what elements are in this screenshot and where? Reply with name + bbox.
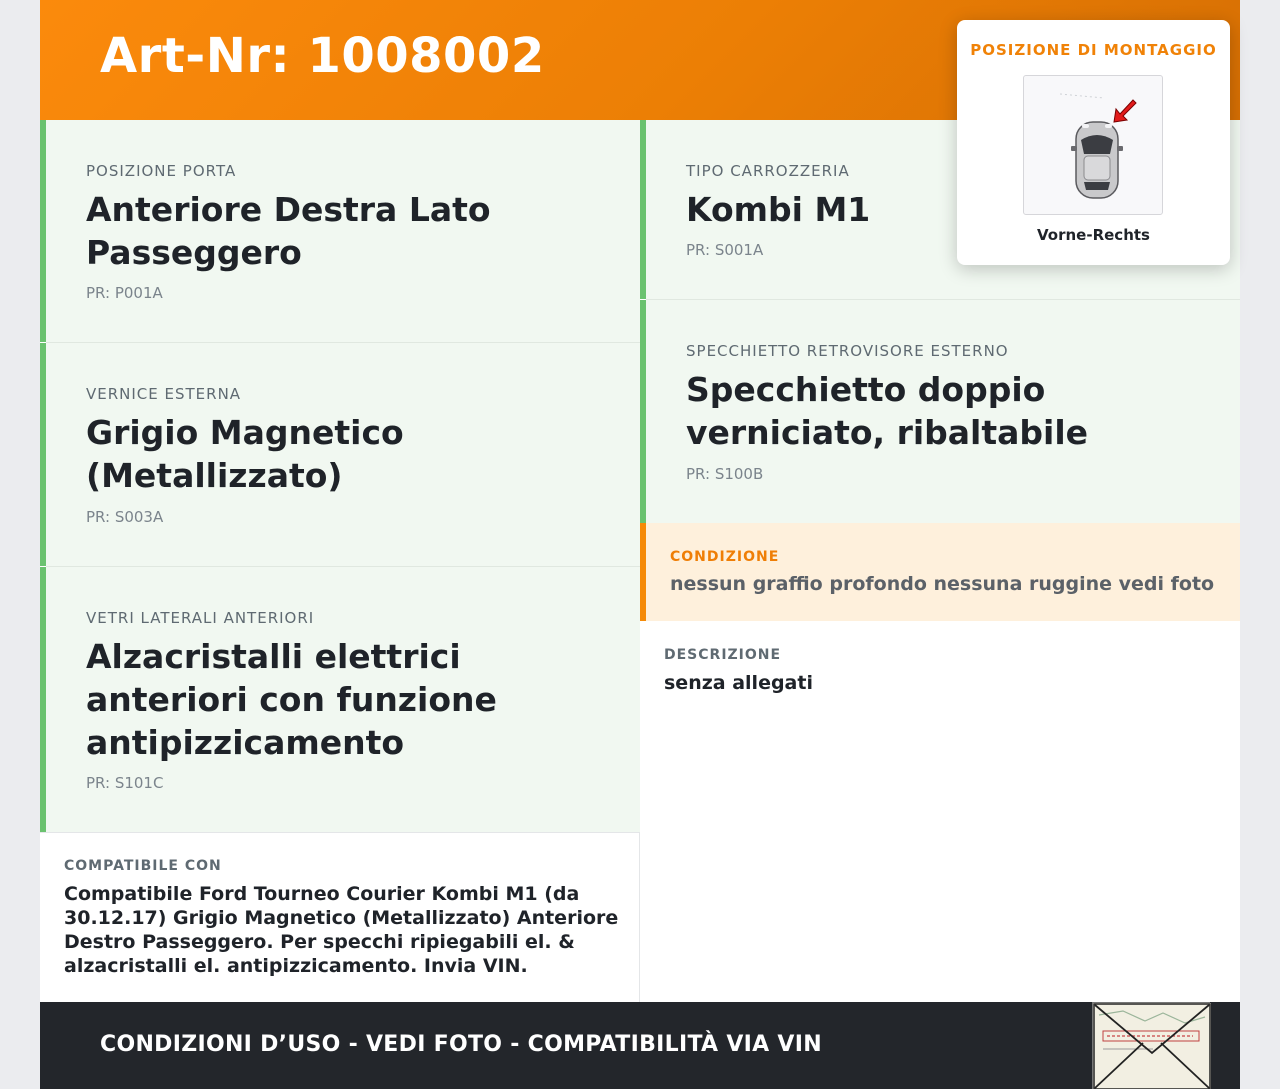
- footer-bar: [40, 1002, 1240, 1089]
- field-label: VETRI LATERALI ANTERIORI: [86, 609, 315, 627]
- field-value: Grigio Magnetico (Metallizzato): [86, 413, 404, 495]
- envelope-icon: [1093, 1003, 1211, 1089]
- field-value: Specchietto doppio verniciato, ribaltabile: [686, 370, 1089, 452]
- divider: [639, 832, 640, 1002]
- condition-label: CONDIZIONE: [670, 549, 780, 565]
- field-front-side-windows: [40, 567, 640, 832]
- field-label: TIPO CARROZZERIA: [686, 162, 850, 180]
- field-code: PR: S100B: [686, 465, 764, 483]
- field-code: PR: S101C: [86, 774, 164, 792]
- field-door-position: [40, 120, 640, 342]
- mounting-position-caption: Vorne-Rechts: [1037, 226, 1150, 244]
- condition-box: [640, 523, 1240, 621]
- field-exterior-paint: [40, 343, 640, 566]
- field-label: VERNICE ESTERNA: [86, 385, 242, 403]
- field-value: Kombi M1: [686, 190, 871, 229]
- car-top-view-icon: [1024, 76, 1164, 216]
- document-photo-thumbnail[interactable]: [1092, 1002, 1210, 1089]
- field-value: Alzacristalli elettrici anteriori con funzione antipizzicamento: [86, 637, 497, 762]
- field-code: PR: P001A: [86, 284, 163, 302]
- field-code: PR: S001A: [686, 241, 764, 259]
- article-number-title: Art-Nr: 1008002: [100, 28, 545, 84]
- field-exterior-mirror: [640, 300, 1240, 523]
- field-label: POSIZIONE PORTA: [86, 162, 237, 180]
- description-text: senza allegati: [664, 672, 813, 694]
- field-label: SPECCHIETTO RETROVISORE ESTERNO: [686, 342, 1009, 360]
- field-code: PR: S003A: [86, 508, 164, 526]
- condition-text: nessun graffio profondo nessuna ruggine vedi foto: [670, 573, 1215, 595]
- description-label: DESCRIZIONE: [664, 647, 782, 663]
- compatibility-text: Compatibile Ford Tourneo Courier Kombi M1 (da 30.12.17) Grigio Magnetico (Metallizzato) Anteriore Destro Passeggero. Per specchi ripiegabili el. & alzacristalli el. antipizzicamento. Invia VIN.: [64, 883, 619, 977]
- field-value: Anteriore Destra Lato Passeggero: [86, 190, 491, 272]
- compatibility-label: COMPATIBILE CON: [64, 858, 222, 874]
- mounting-position-title: POSIZIONE DI MONTAGGIO: [970, 41, 1217, 59]
- divider: [40, 832, 640, 833]
- mounting-position-card: [957, 20, 1230, 265]
- footer-text: CONDIZIONI D’USO - VEDI FOTO - COMPATIBILITÀ VIA VIN: [100, 1032, 822, 1057]
- car-diagram[interactable]: [1023, 75, 1163, 215]
